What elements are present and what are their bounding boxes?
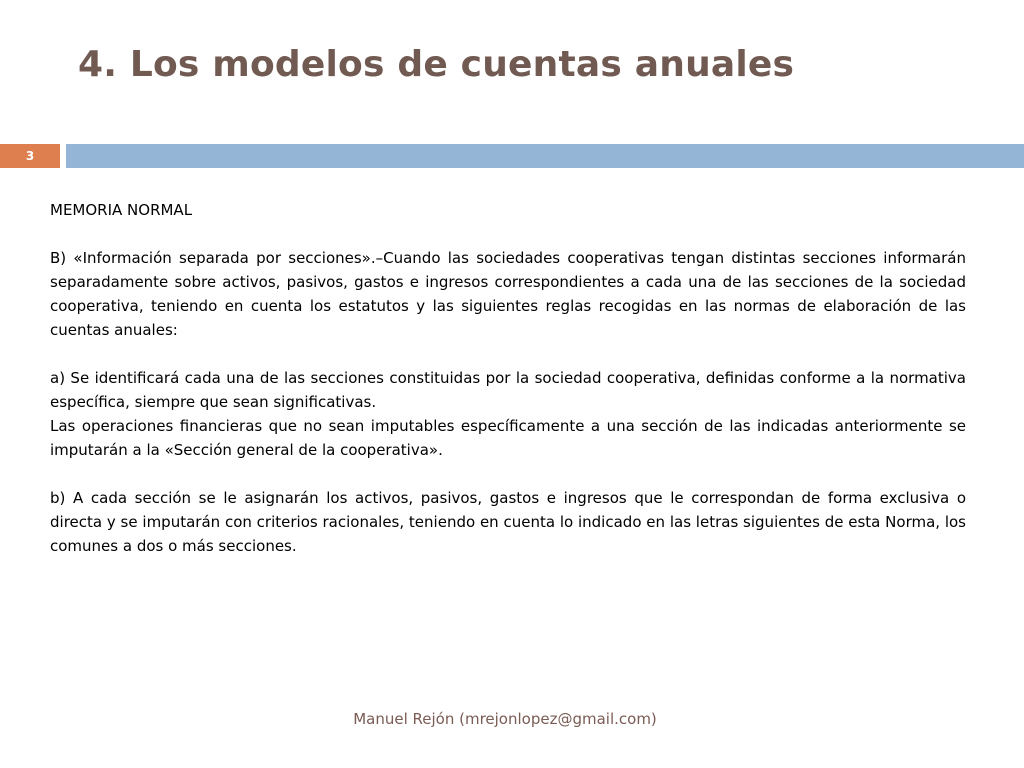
- slide-number: 3: [25, 149, 35, 163]
- paragraph-b: B) «Información separada por secciones».–Cuando las sociedades cooperativas tengan distintas secciones informarán separadamente sobre activos, pasivos, gastos e ingresos correspondientes a cada una de las secciones de la sociedad cooperativa, teniendo en cuenta los estatutos y las siguientes reglas recogidas en las normas de elaboración de las cuentas anuales:: [50, 249, 966, 339]
- paragraph-spacer: [50, 462, 966, 486]
- slide-title: 4. Los modelos de cuentas anuales: [78, 44, 795, 85]
- paragraph-spacer: [50, 222, 966, 246]
- rule-a: a) Se identificará cada una de las secciones constituidas por la sociedad cooperativa, definidas conforme a la normativa específica, siempre que sean significativas.: [50, 369, 966, 411]
- rule-b: b) A cada sección se le asignarán los activos, pasivos, gastos e ingresos que le correspondan de forma exclusiva o directa y se imputarán con criterios racionales, teniendo en cuenta lo indicado en las letras siguientes de esta Norma, los comunes a dos o más secciones.: [50, 489, 966, 555]
- paragraph-spacer: [50, 342, 966, 366]
- slide-body: [50, 198, 966, 558]
- section-heading: MEMORIA NORMAL: [50, 201, 193, 219]
- footer-author: Manuel Rejón (mrejonlopez@gmail.com): [353, 710, 657, 728]
- header-divider-bar: [66, 144, 1024, 168]
- slide-number-badge: [0, 144, 60, 168]
- rule-a-note: Las operaciones financieras que no sean imputables específicamente a una sección de las indicadas anteriormente se imputarán a la «Sección general de la cooperativa».: [50, 417, 966, 459]
